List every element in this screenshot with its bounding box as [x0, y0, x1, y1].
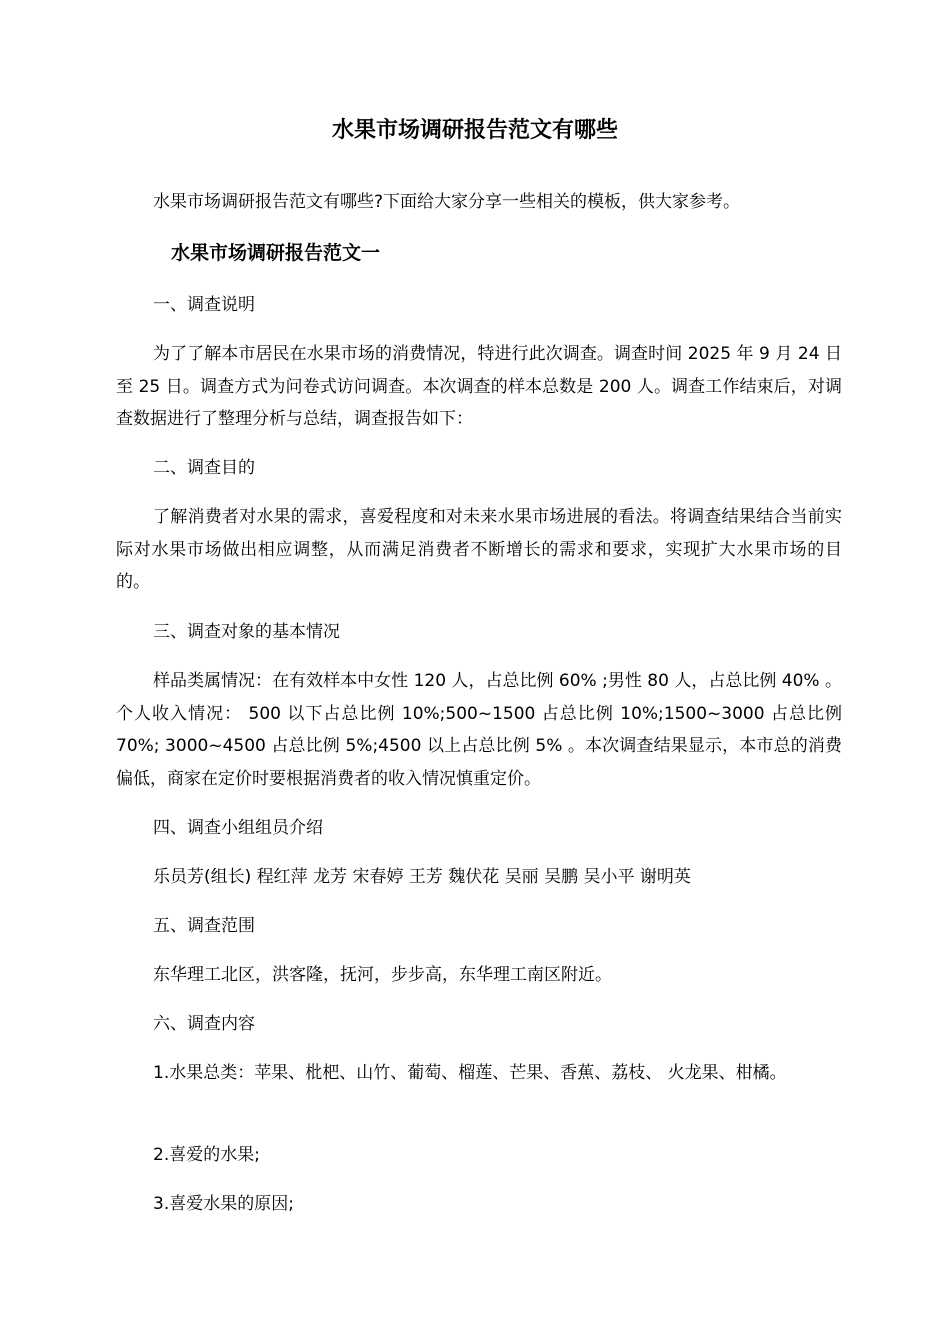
heading-survey-description: 一、调查说明 — [153, 295, 255, 315]
list-item-favorite-fruit: 2.喜爱的水果; — [153, 1145, 260, 1165]
intro-paragraph: 水果市场调研报告范文有哪些?下面给大家分享一些相关的模板，供大家参考。 — [153, 192, 741, 212]
section-title: 水果市场调研报告范文一 — [171, 242, 381, 264]
heading-survey-purpose: 二、调查目的 — [153, 458, 255, 478]
document-title: 水果市场调研报告范文有哪些 — [331, 118, 618, 143]
list-item-favorite-reason: 3.喜爱水果的原因; — [153, 1194, 294, 1214]
paragraph-survey-team: 乐员芳(组长) 程红萍 龙芳 宋春婷 王芳 魏伏花 吴丽 吴鹏 吴小平 谢明英 — [153, 867, 691, 887]
list-item-fruit-types: 1.水果总类：苹果、枇杷、山竹、葡萄、榴莲、芒果、香蕉、荔枝、 火龙果、柑橘。 — [153, 1063, 787, 1083]
paragraph-survey-subjects: 样品类属情况：在有效样本中女性 120 人，占总比例 60% ;男性 80 人，占总比例 40% 。 个人收入情况： 500 以下占总比例 10%;500~1500 占总比例 10%;1500~3000 占总比例 70%; 3000~4500 占总比例 5%;4500 以上占总比例 5% 。本次调查结果显示，本市总的消费偏低，商家在定价时要根据消费者的收入情况慎重定价。 — [116, 671, 842, 789]
heading-survey-subjects: 三、调查对象的基本情况 — [153, 622, 340, 642]
paragraph-survey-scope: 东华理工北区，洪客隆，抚河，步步高，东华理工南区附近。 — [153, 965, 612, 985]
paragraph-survey-description: 为了了解本市居民在水果市场的消费情况，特进行此次调查。调查时间 2025 年 9 月 24 日至 25 日。调查方式为问卷式访问调查。本次调查的样本总数是 200 人。调查工作结束后，对调查数据进行了整理分析与总结，调查报告如下： — [116, 344, 842, 429]
heading-survey-team: 四、调查小组组员介绍 — [153, 818, 323, 838]
heading-survey-scope: 五、调查范围 — [153, 916, 255, 936]
heading-survey-content: 六、调查内容 — [153, 1014, 255, 1034]
paragraph-survey-purpose: 了解消费者对水果的需求，喜爱程度和对未来水果市场进展的看法。将调查结果结合当前实际对水果市场做出相应调整，从而满足消费者不断增长的需求和要求，实现扩大水果市场的目的。 — [116, 507, 842, 592]
